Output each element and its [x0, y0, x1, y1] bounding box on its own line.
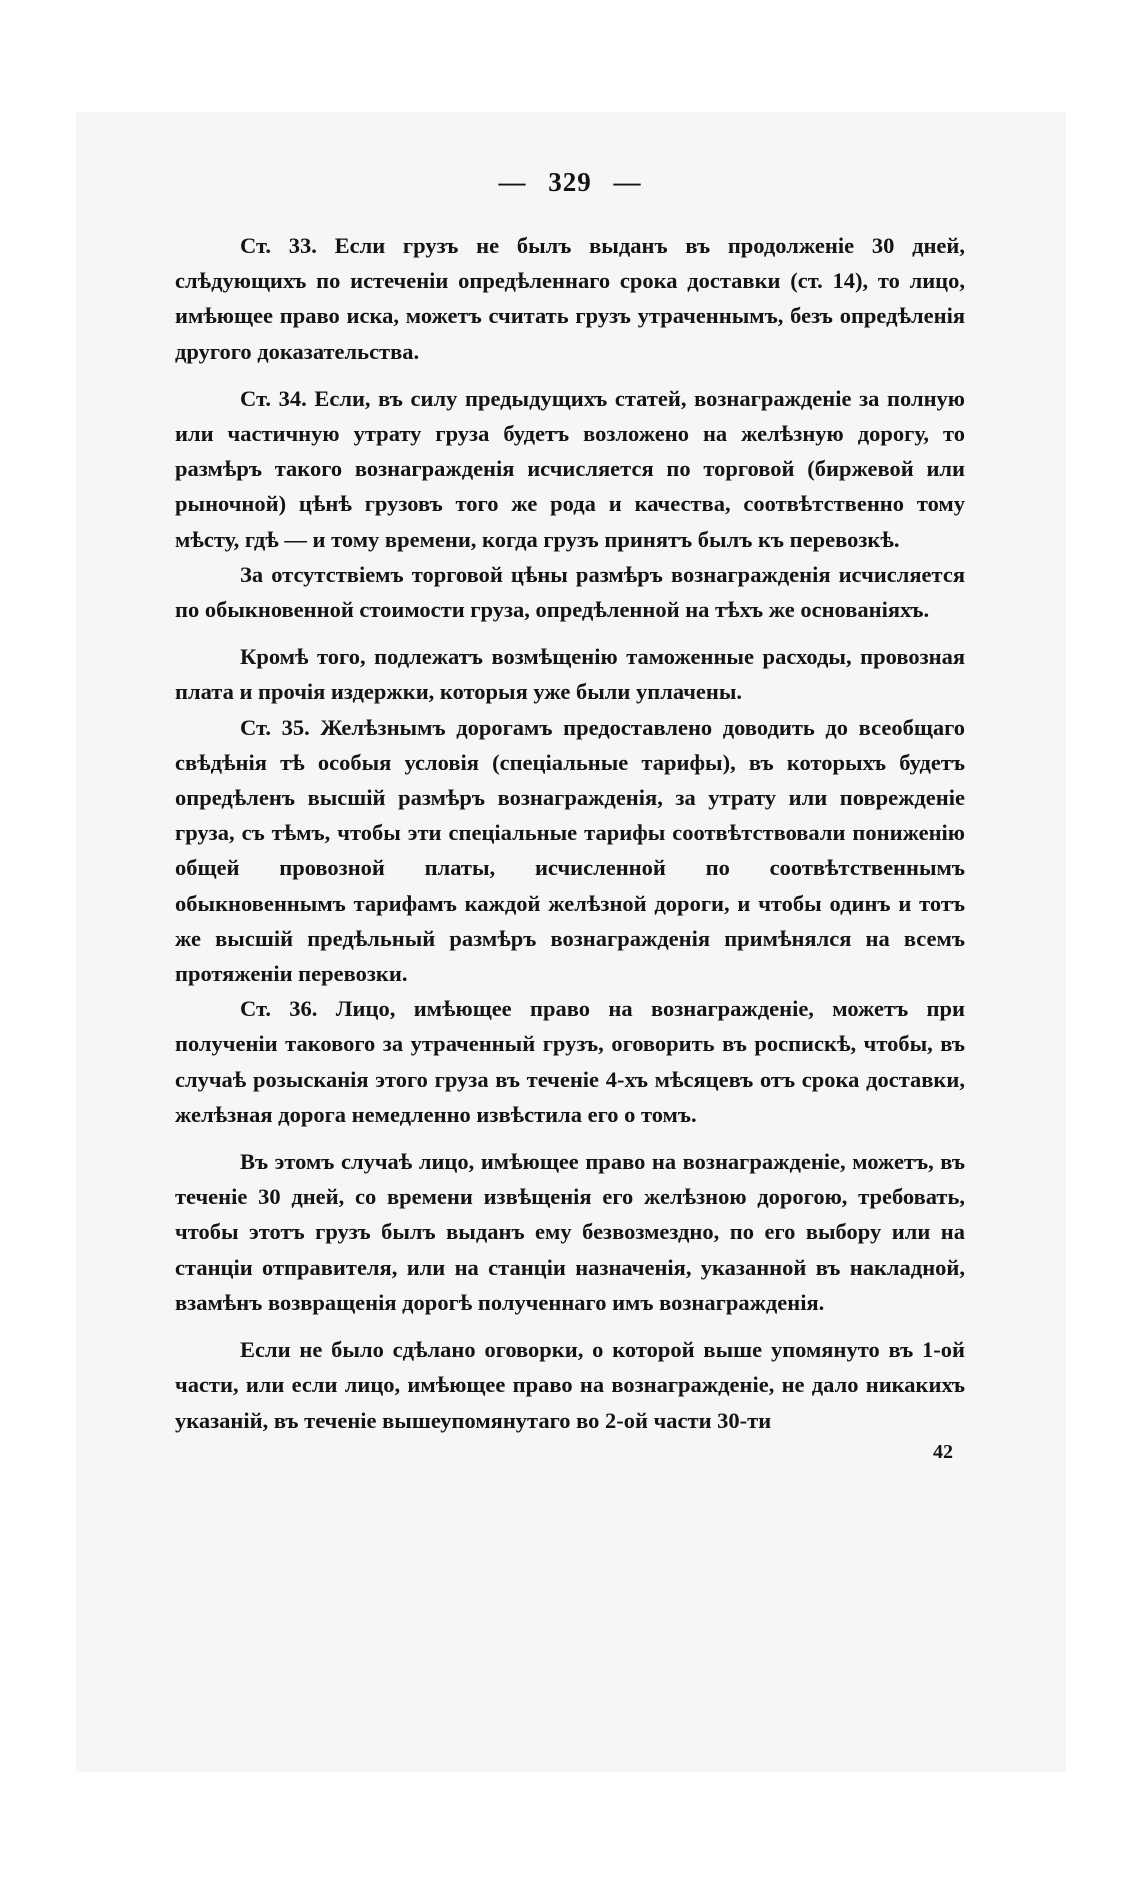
- page-number-dash-right: —: [613, 167, 642, 197]
- document-page: [175, 162, 965, 1466]
- paragraph-case-of-recovery: Въ этомъ случаѣ лицо, имѣющее право на вознагражденіе, можетъ, въ теченіе 30 дней, со времени извѣщенія его желѣзною дорогою, требовать, чтобы этотъ грузъ былъ выданъ ему безвозмездно, по его выбору или на станціи отправителя, или на станціи назначенія, указанной въ накладной, взамѣнъ возвращенія дорогѣ полученнаго имъ вознагражденія.: [175, 1149, 965, 1315]
- page-number-dash-left: —: [498, 167, 527, 197]
- page-number-header: [175, 162, 965, 202]
- paragraph-article-34: Ст. 34. Если, въ силу предыдущихъ статей, вознагражденіе за полную или частичную утрату груза будетъ возложено на желѣзную дорогу, то размѣръ такого вознагражденія исчисляется по торговой (биржевой или рыночной) цѣнѣ грузовъ того же рода и качества, соотвѣтственно тому мѣсту, гдѣ — и тому времени, когда грузъ принятъ былъ къ перевозкѣ.: [175, 385, 965, 552]
- paragraph-no-reservation: Если не было сдѣлано оговорки, о которой выше упомянуто въ 1-ой части, или если лицо, имѣющее право на вознагражденіе, не дало никакихъ указаній, въ теченіе вышеупомянутаго во 2-ой части 30-ти: [175, 1337, 965, 1433]
- paragraph-article-35: Ст. 35. Желѣзнымъ дорогамъ предоставлено доводить до всеобщаго свѣдѣнія тѣ особыя условія (спеціальные тарифы), въ которыхъ будетъ опредѣленъ высшій размѣръ вознагражденія, за утрату или поврежденіе груза, съ тѣмъ, чтобы эти спеціальные тарифы соотвѣтствовали пониженію общей провозной платы, исчисленной по соотвѣтственнымъ обыкновеннымъ тарифамъ каждой желѣзной дороги, и чтобы одинъ и тотъ же высшій предѣльный размѣръ вознагражденія примѣнялся на всемъ протяженіи перевозки.: [175, 714, 965, 987]
- page-number: 329: [548, 167, 592, 197]
- paragraph-additional-expenses: Кромѣ того, подлежатъ возмѣщенію таможенные расходы, провозная плата и прочія издержки, которыя уже были уплачены.: [175, 644, 965, 705]
- sheet-signature-number: 42: [933, 1440, 953, 1463]
- paragraph-absence-of-price: За отсутствіемъ торговой цѣны размѣръ вознагражденія исчисляется по обыкновенной стоимости груза, опредѣленной на тѣхъ же основаніяхъ.: [175, 561, 965, 623]
- paragraph-article-33: Ст. 33. Если грузъ не былъ выданъ въ продолженіе 30 дней, слѣдующихъ по истеченіи опредѣленнаго срока доставки (ст. 14), то лицо, имѣющее право иска, можетъ считать грузъ утраченнымъ, безъ опредѣленія другого доказательства.: [175, 233, 965, 364]
- paragraph-article-36: Ст. 36. Лицо, имѣющее право на вознагражденіе, можетъ при полученіи такового за утраченный грузъ, оговорить въ роспискѣ, чтобы, въ случаѣ розысканія этого груза въ теченіе 4-хъ мѣсяцевъ отъ срока доставки, желѣзная дорога немедленно извѣстила его о томъ.: [175, 996, 965, 1127]
